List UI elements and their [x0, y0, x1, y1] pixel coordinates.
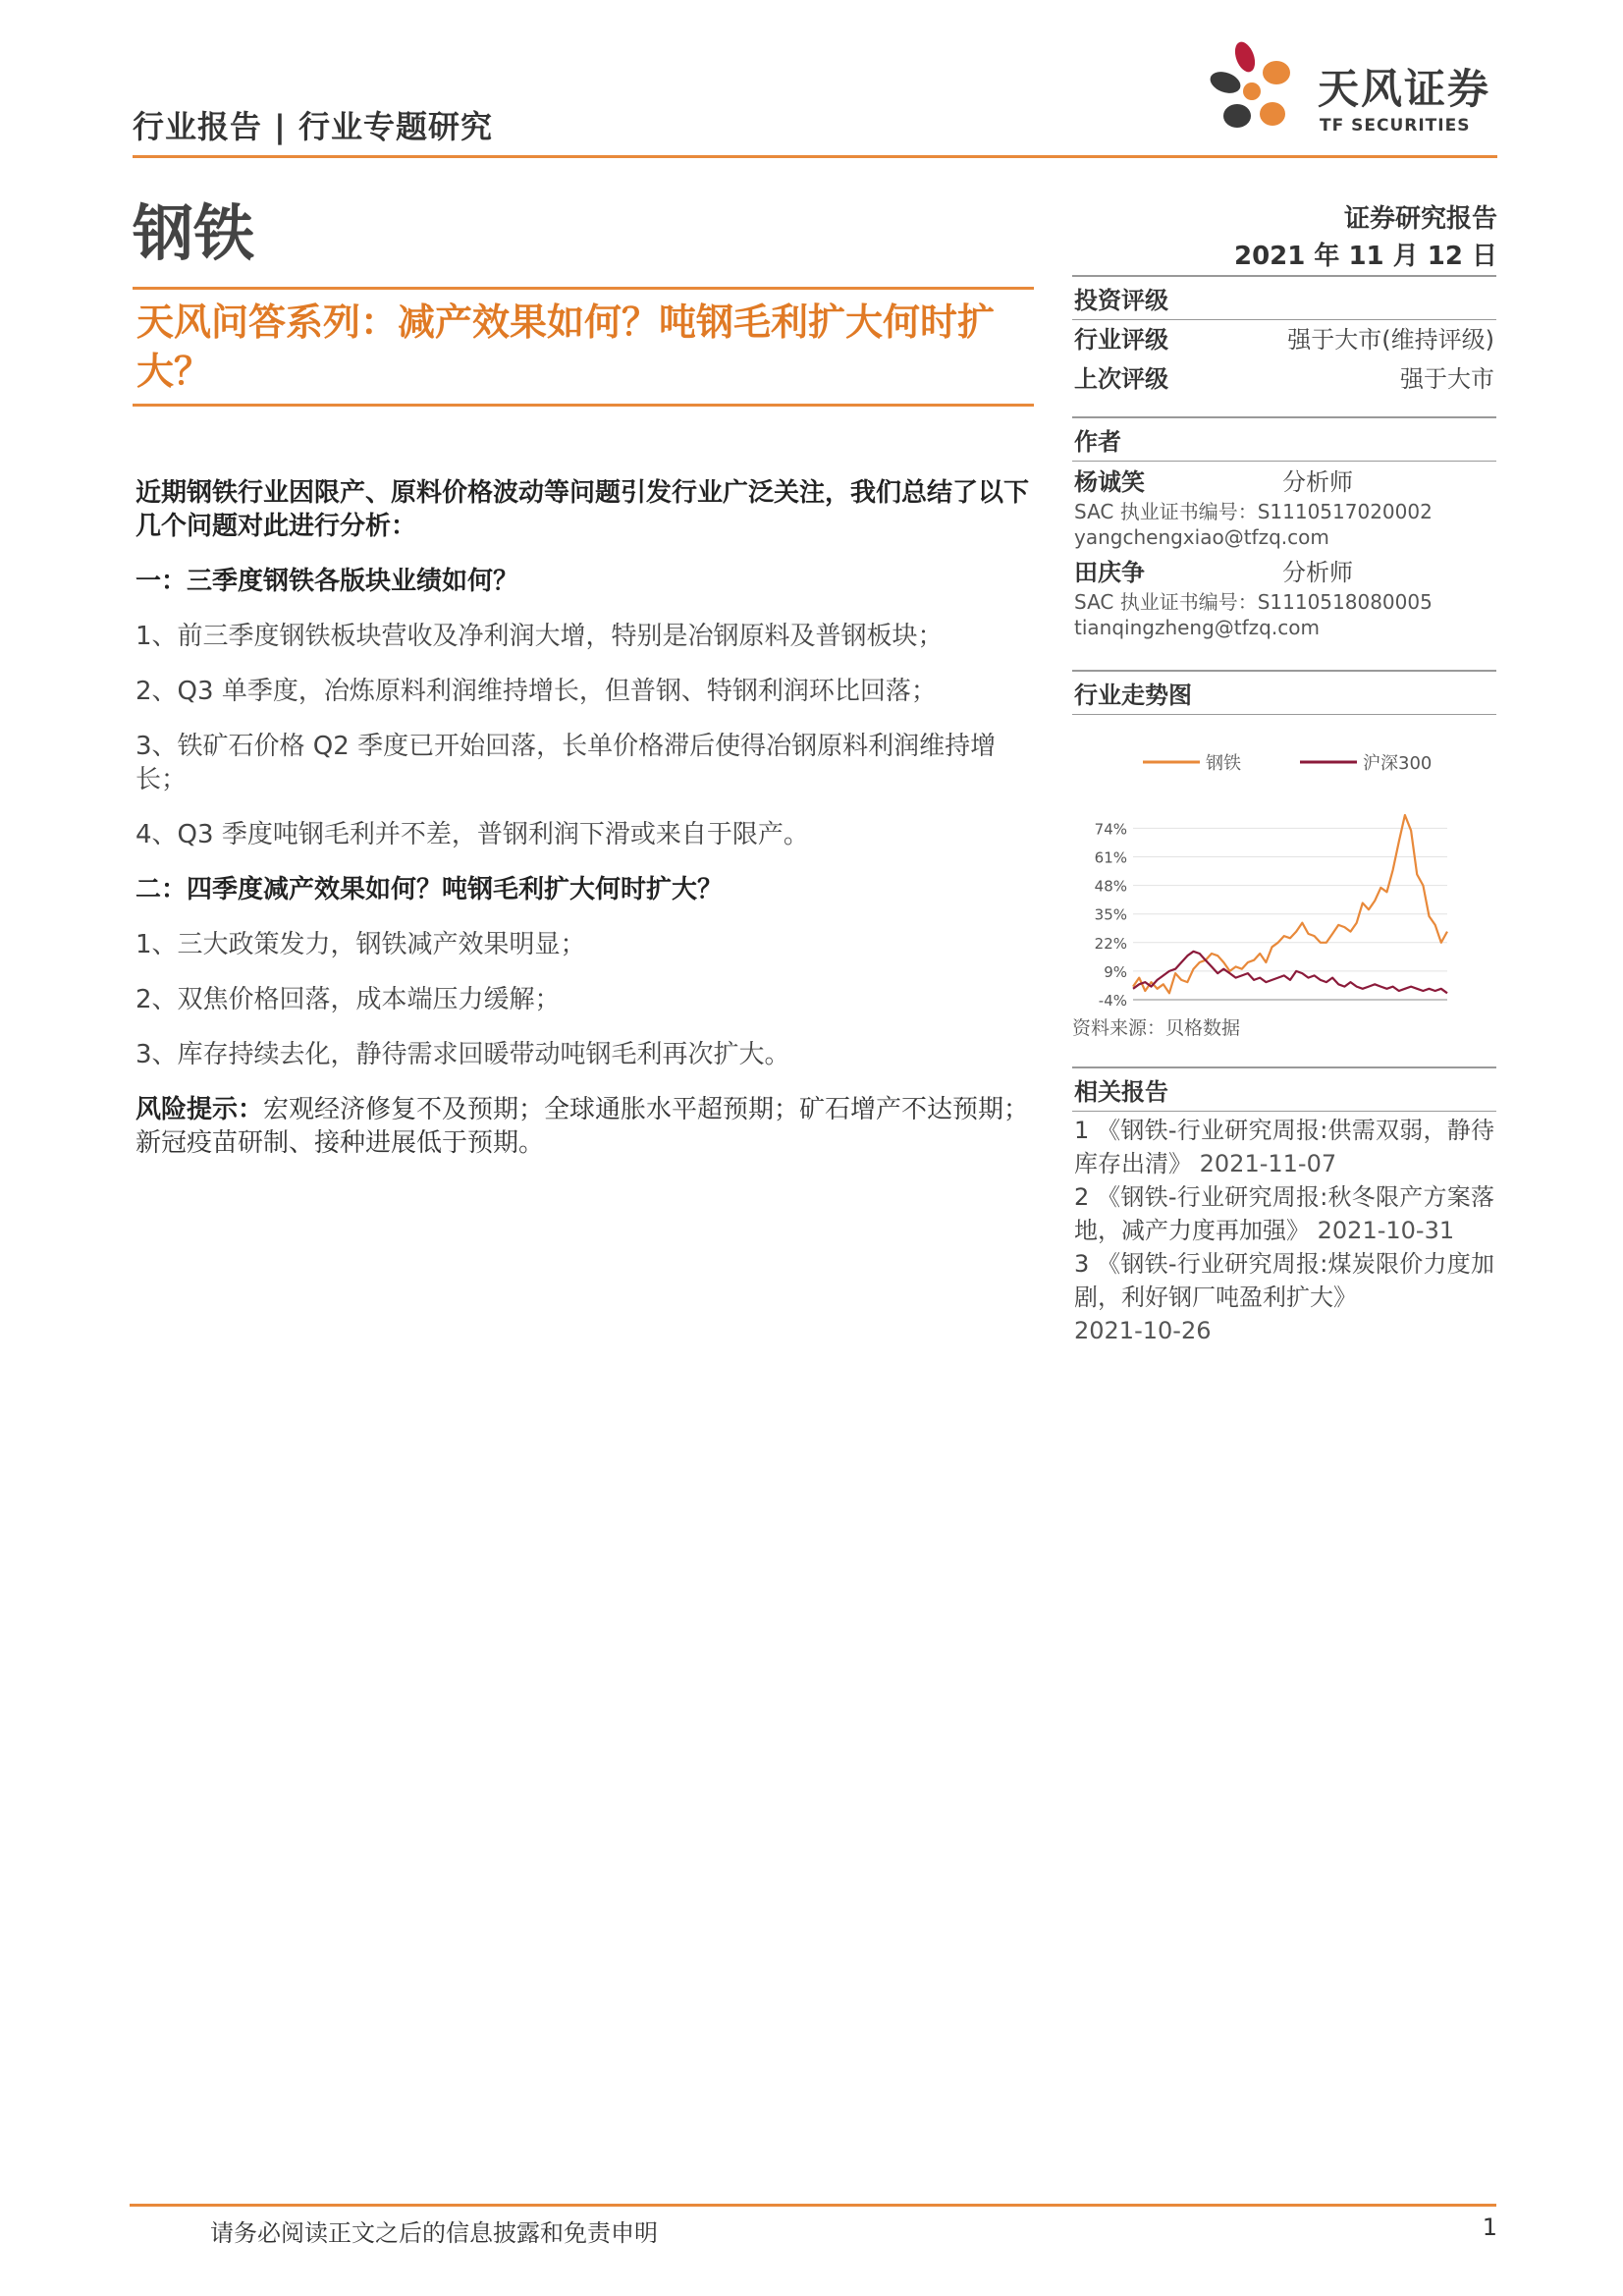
- rating-box: [1072, 275, 1496, 399]
- rating-key: 上次评级: [1074, 365, 1168, 393]
- y-tick-label: 61%: [1094, 848, 1127, 867]
- chart-source: 资料来源：贝格数据: [1072, 1017, 1241, 1039]
- report-type: 证券研究报告: [1343, 204, 1497, 234]
- section-heading-1: 一：三季度钢铁各版块业绩如何？: [135, 567, 519, 596]
- page-number: 1: [1482, 2214, 1497, 2241]
- list-item: 3、铁矿石价格 Q2 季度已开始回落，长单价格滞后使得冶钢原料利润维持增长；: [135, 732, 997, 794]
- company-logo: [1206, 37, 1500, 145]
- y-tick-label: -4%: [1098, 992, 1127, 1010]
- y-tick-label: 48%: [1094, 877, 1127, 896]
- author-role: 分析师: [1282, 559, 1353, 586]
- related-date: 2021-10-31: [1317, 1217, 1455, 1244]
- industry-title: 钢铁: [133, 197, 255, 269]
- x-tick-label: [1306, 1008, 1368, 1010]
- author-email[interactable]: yangchengxiao@tfzq.com: [1074, 525, 1329, 549]
- author-entry: [1072, 554, 1496, 642]
- related-title[interactable]: 3 《钢铁-行业研究周报:煤炭限价力度加剧，利好钢厂吨盈利扩大》: [1074, 1250, 1494, 1311]
- author-email[interactable]: tianqingzheng@tfzq.com: [1074, 616, 1320, 639]
- footer-disclaimer: 请务必阅读正文之后的信息披露和免责申明: [210, 2219, 658, 2247]
- title-rule-bottom: [133, 404, 1034, 407]
- trend-box: [1072, 670, 1496, 1040]
- related-list: [1072, 1112, 1496, 1349]
- y-tick-label: 35%: [1094, 905, 1127, 924]
- footer-divider: [130, 2204, 1496, 2207]
- rating-value: 强于大市: [1400, 365, 1494, 393]
- author-cert: SAC 执业证书编号：S1110518080005: [1074, 590, 1433, 614]
- related-date: 2021-11-07: [1199, 1150, 1337, 1177]
- list-item: 4、Q3 季度吨钢毛利并不差，普钢利润下滑或来自于限产。: [135, 820, 809, 849]
- report-title-box: [133, 287, 1034, 407]
- related-box: [1072, 1066, 1496, 1349]
- trend-heading: 行业走势图: [1072, 670, 1496, 715]
- list-item: 1、前三季度钢铁板块营收及净利润大增，特别是冶钢原料及普钢板块；: [135, 622, 944, 651]
- related-date: 2021-10-26: [1074, 1317, 1212, 1344]
- rating-value: 强于大市(维持评级): [1287, 326, 1494, 354]
- y-tick-label: 9%: [1104, 962, 1127, 981]
- y-tick-label: 74%: [1094, 820, 1127, 839]
- logo-flower-icon: [1206, 37, 1314, 145]
- series-line: [1133, 952, 1447, 994]
- report-category: 行业报告 | 行业专题研究: [133, 108, 493, 145]
- risk-text: 宏观经济修复不及预期；全球通胀水平超预期；矿石增产不达预期；新冠疫苗研制、接种进展低于预期。: [135, 1095, 1030, 1158]
- legend-label: 沪深300: [1363, 753, 1433, 774]
- y-tick-label: 22%: [1094, 934, 1127, 953]
- report-title: 天风问答系列：减产效果如何？吨钢毛利扩大何时扩大？: [136, 301, 996, 393]
- author-role: 分析师: [1282, 468, 1353, 496]
- report-date: 2021 年 11 月 12 日: [1234, 242, 1497, 271]
- list-item: 3、库存持续去化，静待需求回暖带动吨钢毛利再次扩大。: [135, 1040, 790, 1069]
- risk-paragraph: [135, 1093, 1031, 1160]
- author-box: [1072, 416, 1496, 642]
- section-heading-2: 二：四季度减产效果如何？吨钢毛利扩大何时扩大？: [135, 875, 724, 904]
- list-item: 2、Q3 单季度，冶炼原料利润维持增长，但普钢、特钢利润环比回落；: [135, 677, 937, 706]
- trend-chart: [1072, 715, 1496, 1010]
- rating-row: [1072, 320, 1496, 359]
- related-heading: 相关报告: [1072, 1066, 1496, 1112]
- legend-label: 钢铁: [1206, 753, 1241, 774]
- rating-row: [1072, 359, 1496, 399]
- author-name: 杨诚笑: [1074, 468, 1145, 496]
- x-tick-label: [1112, 1008, 1174, 1010]
- list-item: 1、三大政策发力，钢铁减产效果明显；: [135, 930, 586, 959]
- related-item[interactable]: [1074, 1247, 1494, 1347]
- header-divider: [133, 155, 1497, 158]
- related-item[interactable]: [1074, 1180, 1494, 1247]
- author-heading: 作者: [1072, 416, 1496, 462]
- author-name: 田庆争: [1074, 559, 1145, 586]
- related-title[interactable]: 1 《钢铁-行业研究周报:供需双弱，静待库存出清》: [1074, 1117, 1494, 1177]
- author-entry: [1072, 462, 1496, 554]
- list-item: 2、双焦价格回落，成本端压力缓解；: [135, 985, 561, 1014]
- risk-label: 风险提示：: [135, 1095, 264, 1124]
- related-item[interactable]: [1074, 1114, 1494, 1180]
- x-tick-label: [1209, 1008, 1271, 1010]
- author-cert: SAC 执业证书编号：S1110517020002: [1074, 500, 1433, 523]
- lead-paragraph: 近期钢铁行业因限产、原料价格波动等问题引发行业广泛关注，我们总结了以下几个问题对此进行分析：: [135, 478, 1030, 541]
- logo-text-cn: 天风证券: [1318, 65, 1491, 113]
- report-body: [135, 476, 1031, 1181]
- related-title[interactable]: 2 《钢铁-行业研究周报:秋冬限产方案落地，减产力度再加强》: [1074, 1183, 1494, 1244]
- series-line: [1133, 815, 1447, 993]
- rating-key: 行业评级: [1074, 326, 1168, 354]
- logo-text-en: TF SECURITIES: [1320, 116, 1471, 136]
- rating-heading: 投资评级: [1072, 275, 1496, 320]
